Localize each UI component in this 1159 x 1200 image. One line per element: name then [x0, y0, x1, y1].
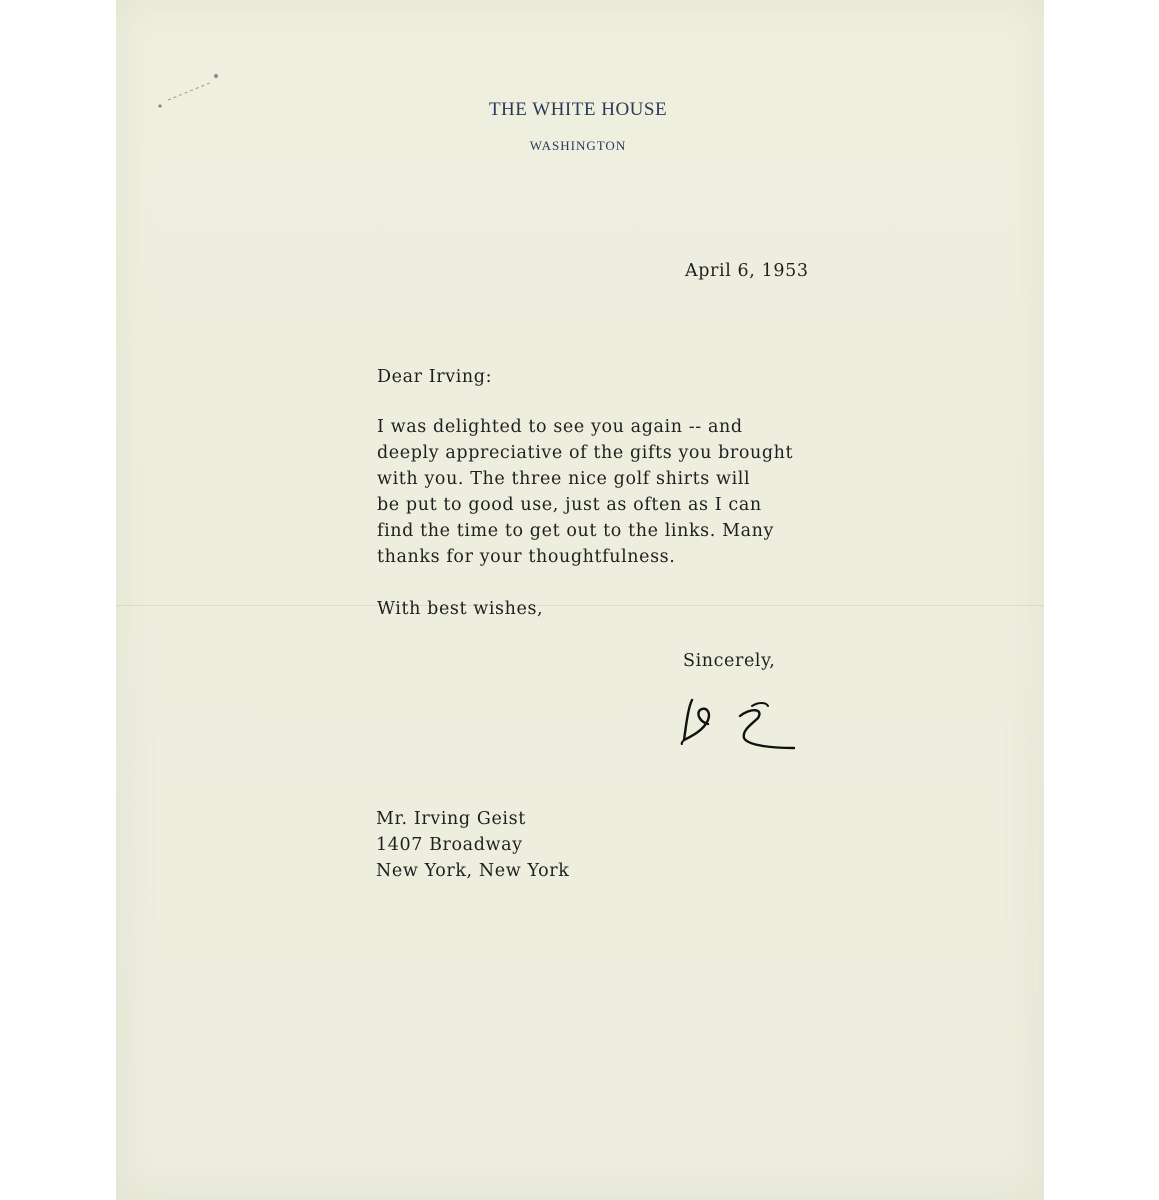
complimentary-close: Sincerely, — [683, 651, 776, 671]
letterhead-subtitle: WASHINGTON — [529, 138, 627, 153]
body-line: find the time to get out to the links. Many — [377, 521, 774, 541]
handwritten-signature — [678, 686, 808, 761]
address-line: New York, New York — [376, 861, 570, 881]
body-line: deeply appreciative of the gifts you brought — [377, 443, 794, 463]
body-line: with you. The three nice golf shirts will — [377, 469, 751, 489]
body-line: be put to good use, just as often as I can — [377, 495, 762, 515]
letterhead-title: THE WHITE HOUSE — [488, 99, 668, 120]
salutation: Dear Irving: — [377, 367, 493, 387]
body-line: thanks for your thoughtfulness. — [377, 547, 676, 567]
address-line: 1407 Broadway — [376, 835, 523, 855]
fold-line — [116, 605, 1044, 606]
letter-date: April 6, 1953 — [685, 261, 809, 281]
address-line: Mr. Irving Geist — [376, 809, 526, 829]
paper-specks — [154, 70, 224, 115]
body-line: I was delighted to see you again -- and — [377, 417, 743, 437]
letter-body — [377, 414, 793, 570]
recipient-address — [376, 806, 569, 884]
letter-sheet — [116, 0, 1044, 1200]
best-wishes: With best wishes, — [377, 599, 544, 619]
